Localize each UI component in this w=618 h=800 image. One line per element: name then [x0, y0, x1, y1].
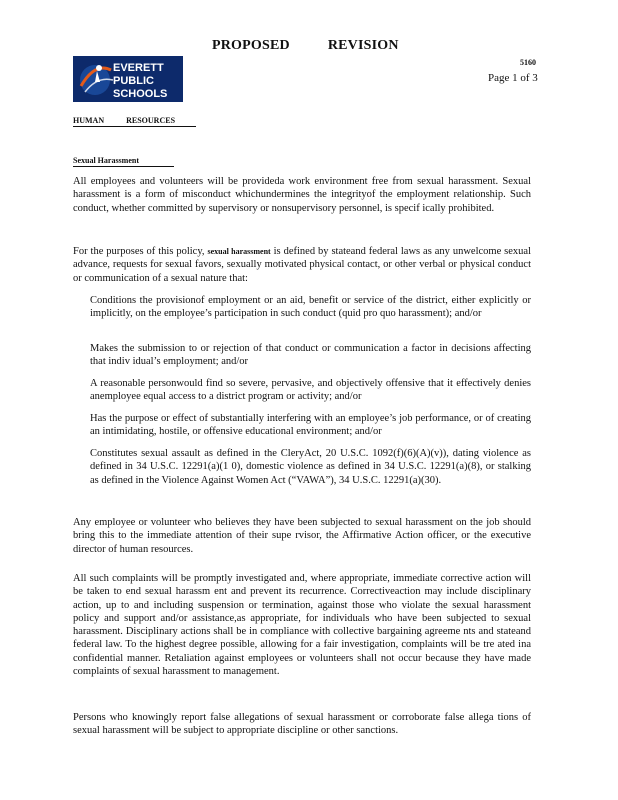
title-word-proposed: PROPOSED [212, 38, 290, 53]
definition-lead: For the purposes of this policy, [73, 246, 208, 257]
definition-term: sexual harassment [207, 247, 271, 256]
policy-number: 5160 [520, 58, 536, 67]
list-item [73, 377, 531, 404]
list-item-text: Makes the submission to or rejection of that conduct or communication a factor in decisions affecting that indiv idual’s employment; and/or [90, 343, 531, 368]
policy-subtitle: Sexual Harassment [73, 156, 174, 167]
list-item-text: Has the purpose or effect of substantially interfering with an employee’s job performance, or of creating an intimidating, hostile, or offensive educational environment; and/or [90, 413, 531, 438]
paragraph-investigation: All such complaints will be promptly investigated and, where appropriate, immediate corrective action will be taken to end sexual harassm ent and prevent its recurrence. Correctiveaction may include disciplinary action, up to and including suspension or termination, against those who violate the sexual harassment policy and support and/or assistance,as appropriate, for individuals who have been subjected to sexual harassment. Disciplinary actions shall be in compliance with collective bargaining agreeme nts and stateand federal law. To the highest degree possible, allowing for a fair investigation, complaints will be tre ated ina confidential manner. Retaliation against employees or volunteers shall not occur because they have made complaints of sexual harassment to management. [73, 573, 531, 678]
list-item [73, 412, 531, 439]
section-word-human: HUMAN [73, 116, 105, 125]
title-word-revision: REVISION [327, 38, 399, 53]
page-number: Page 1 of 3 [488, 72, 538, 84]
paragraph-definition [73, 245, 531, 285]
logo-text-schools: SCHOOLS [113, 88, 168, 100]
definition-rest: is defined by stateand federal laws as any unwelcome sexual advance, requests for sexual favors, sexually motivated physical contact, or other verbal or physical conduct or communication of a sexual nature that: [73, 246, 531, 284]
list-item [73, 294, 531, 321]
paragraph-intro: All employees and volunteers will be provideda work environment free from sexual harassment. Sexual harassment is a form of misconduct whichundermines the integrityof the employment relationship. Such conduct, whether committed by supervisory or nonsupervisory personnel, is specif ically prohibited. [73, 176, 531, 214]
list-item-text: A reasonable personwould find so severe, pervasive, and objectively offensive that it effectively denies anemployee equal access to a district program or activity; and/or [90, 378, 531, 403]
logo-text-public: PUBLIC [113, 75, 154, 87]
logo-text-everett: EVERETT [113, 62, 164, 74]
paragraph-reporting: Any employee or volunteer who believes they have been subjected to sexual harassment on the job should bring this to the immediate attention of their supe rvisor, the Affirmative Action officer, or the executive director of human resources. [73, 517, 531, 555]
document-title [212, 38, 399, 54]
paragraph-false-allegations: Persons who knowingly report false allegations of sexual harassment or corroborate false allega tions of sexual harassment will be subject to appropriate discipline or other sanctions. [73, 712, 531, 737]
list-item [73, 447, 531, 487]
everett-public-schools-logo [73, 56, 183, 102]
list-item [73, 342, 531, 369]
section-word-resources: RESOURCES [126, 116, 176, 125]
section-heading [73, 116, 196, 127]
list-item-text: Constitutes sexual assault as defined in the CleryAct, 20 U.S.C. 1092(f)(6)(A)(v)), dating violence as defined in 34 U.S.C. 12291(a)(1 0), domestic violence as defined in 34 U.S.C. 12291(a)(8), or stalking as defined in the Violence Against Women Act (“VAWA”), 34 U.S.C. 12291(a)(30). [90, 448, 531, 486]
list-item-text: Conditions the provisionof employment or an aid, benefit or service of the district, either explicitly or implicitly, on the employee’s participation in such conduct (quid pro quo harassment); and/or [90, 295, 531, 320]
